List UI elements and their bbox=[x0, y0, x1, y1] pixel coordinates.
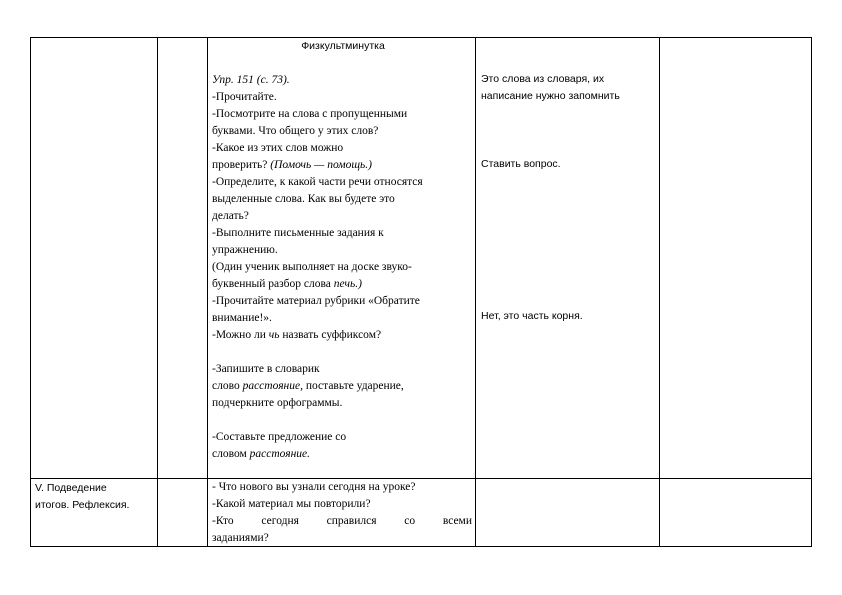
answer-line: написание нужно запомнить bbox=[481, 90, 620, 102]
instruction-which: -Какое из этих слов можно bbox=[212, 142, 344, 154]
col-divider-4 bbox=[659, 37, 660, 547]
instruction-dictionary: -Запишите в словарик bbox=[212, 363, 320, 375]
instruction-part-of-speech: -Определите, к какой части речи относятся bbox=[212, 176, 423, 188]
answer-ask-question bbox=[481, 156, 657, 173]
instruction-sentence-cont: словом расстояние. bbox=[212, 448, 311, 460]
instruction-dictionary-cont: слово расстояние, поставьте ударение, bbox=[212, 380, 404, 392]
answer-line: Ставить вопрос. bbox=[481, 158, 561, 170]
reflection-question-material: -Какой материал мы повторили? bbox=[212, 498, 371, 510]
instruction-board: (Один ученик выполняет на доске звуко- bbox=[212, 261, 412, 273]
reflection-question-who: -Кто сегодня справился со всеми bbox=[212, 515, 472, 527]
instruction-part-of-speech-cont: выделенные слова. Как вы будете это bbox=[212, 193, 395, 205]
instruction-look: -Посмотрите на слова с пропущенными bbox=[212, 108, 408, 120]
answer-line: Это слова из словаря, их bbox=[481, 73, 605, 85]
instruction-board-cont: буквенный разбор слова печь.) bbox=[212, 278, 362, 290]
stage-title: V. Подведение bbox=[35, 482, 107, 494]
reflection-questions-cell bbox=[212, 479, 472, 547]
exercise-reference: Упр. 151 (с. 73). bbox=[212, 74, 290, 86]
teacher-activity-cell bbox=[212, 38, 474, 463]
table-left-border bbox=[30, 37, 31, 547]
instruction-rubric-cont: внимание!». bbox=[212, 312, 272, 324]
instruction-look-cont: буквами. Что общего у этих слов? bbox=[212, 125, 379, 137]
instruction-read: -Прочитайте. bbox=[212, 91, 277, 103]
instruction-check: проверить? (Помочь — помощь.) bbox=[212, 159, 372, 171]
answer-line: Нет, это часть корня. bbox=[481, 310, 583, 322]
instruction-dictionary-end: подчеркните орфограммы. bbox=[212, 397, 343, 409]
instruction-sentence: -Составьте предложение со bbox=[212, 431, 347, 443]
instruction-written-cont: упражнению. bbox=[212, 244, 278, 256]
stage-reflection-cell bbox=[35, 480, 155, 514]
answer-root-part bbox=[481, 308, 657, 325]
reflection-question-who-cont: заданиями? bbox=[212, 532, 269, 544]
col-divider-2 bbox=[207, 37, 208, 547]
section-title: Физкультминутка bbox=[301, 40, 385, 52]
stage-title-cont: итогов. Рефлексия. bbox=[35, 499, 130, 511]
reflection-question-new: - Что нового вы узнали сегодня на уроке? bbox=[212, 481, 416, 493]
col-divider-3 bbox=[475, 37, 476, 547]
instruction-rubric: -Прочитайте материал рубрики «Обратите bbox=[212, 295, 420, 307]
instruction-part-of-speech-end: делать? bbox=[212, 210, 249, 222]
instruction-written: -Выполните письменные задания к bbox=[212, 227, 384, 239]
col-divider-1 bbox=[157, 37, 158, 547]
instruction-suffix: -Можно ли чь назвать суффиксом? bbox=[212, 329, 382, 341]
answer-dictionary-words bbox=[481, 71, 657, 105]
table-right-border bbox=[811, 37, 812, 547]
